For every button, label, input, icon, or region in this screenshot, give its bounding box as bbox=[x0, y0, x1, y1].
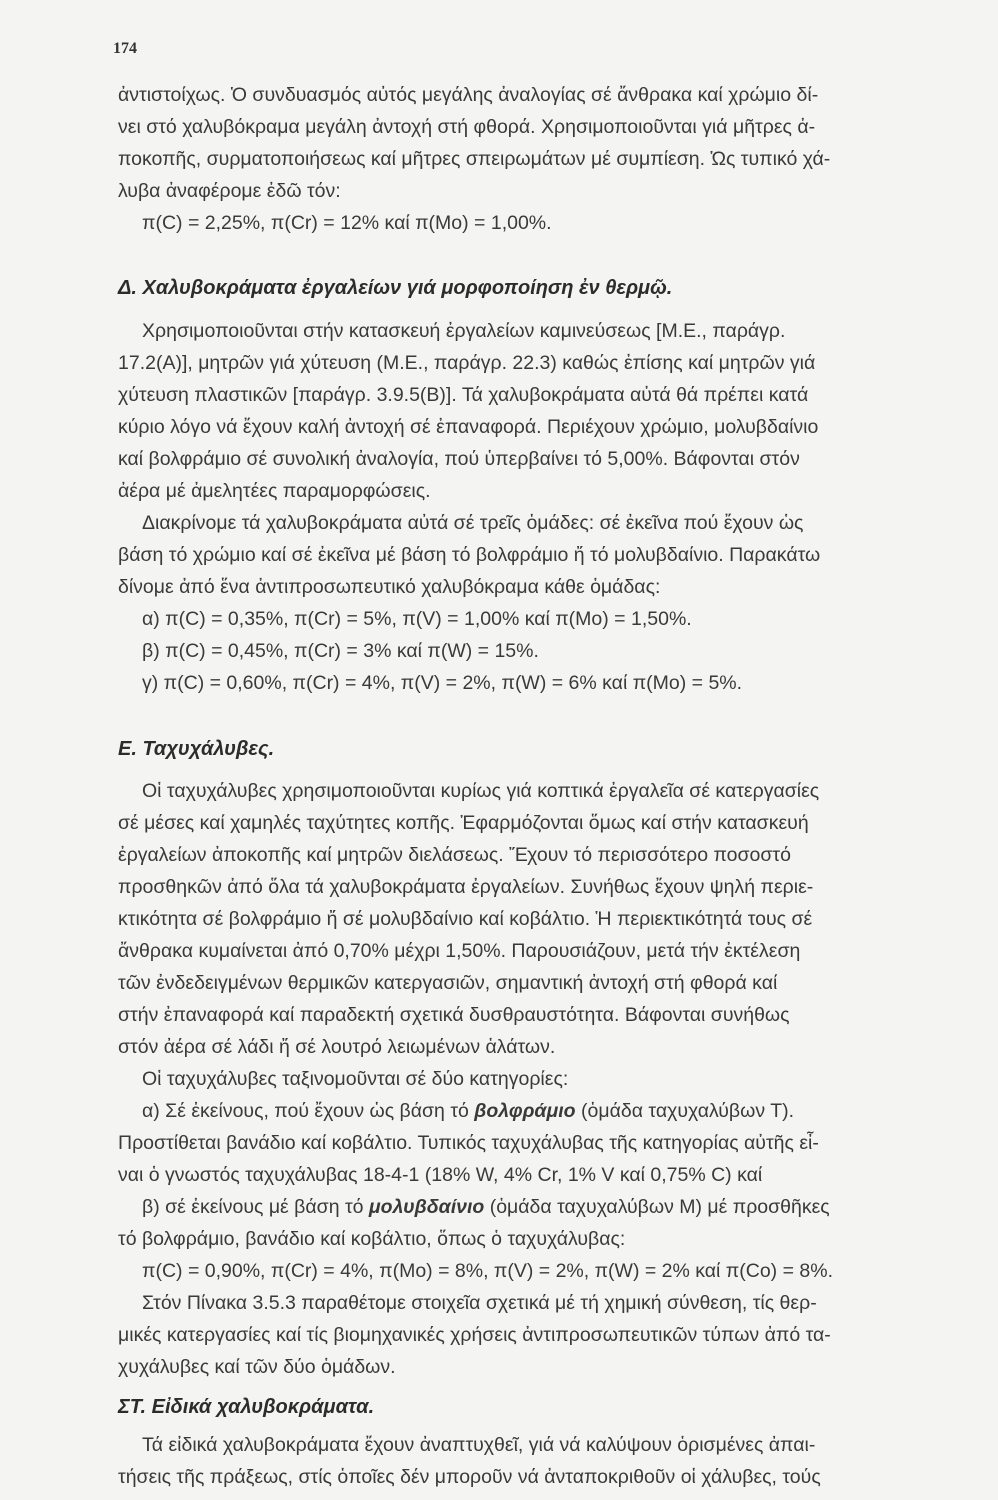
text-line: ποκοπῆς, συρματοποιήσεως καί μῆτρες σπειρωμάτων μέ συμπίεση. Ὡς τυπικό χά- bbox=[118, 148, 831, 170]
text-line: μικές κατεργασίες καί τίς βιομηχανικές χρήσεις ἀντιπροσωπευτικῶν τύπων ἀπό τα- bbox=[118, 1324, 831, 1346]
section-heading: Ε. Ταχυχάλυβες. bbox=[118, 738, 275, 760]
text-line: βάση τό χρώμιο καί σέ ἐκεῖνα μέ βάση τό βολφράμιο ἤ τό μολυβδαίνιο. Παρακάτω bbox=[118, 544, 821, 566]
text-line: δίνομε ἀπό ἕνα ἀντιπροσωπευτικό χαλυβόκραμα κάθε ὁμάδας: bbox=[118, 576, 661, 598]
text-line: σέ μέσες καί χαμηλές ταχύτητες κοπῆς. Ἐφαρμόζονται ὅμως καί στήν κατασκευή bbox=[118, 812, 809, 834]
list-item: α) π(C) = 0,35%, π(Cr) = 5%, π(V) = 1,00% καί π(Mo) = 1,50%. bbox=[142, 608, 692, 630]
text-line: κύριο λόγο νά ἔχουν καλή ἀντοχή σέ ἐπαναφορά. Περιέχουν χρώμιο, μολυβδαίνιο bbox=[118, 416, 819, 438]
text-line: τῶν ἐνδεδειγμένων θερμικῶν κατεργασιῶν, σημαντική ἀντοχή στή φθορά καί bbox=[118, 972, 778, 994]
text-line: στήν ἐπαναφορά καί παραδεκτή σχετικά δυσθραυστότητα. Βάφονται συνήθως bbox=[118, 1004, 790, 1026]
text-line: ἀέρα μέ ἀμελητέες παραμορφώσεις. bbox=[118, 480, 431, 502]
list-item bbox=[142, 1194, 954, 1220]
text-line: ἐργαλείων ἀποκοπῆς καί μητρῶν διελάσεως. Ἔχουν τό περισσότερο ποσοστό bbox=[118, 844, 791, 866]
text-line: τό βολφράμιο, βανάδιο καί κοβάλτιο, ὅπως ὁ ταχυχάλυβας: bbox=[118, 1228, 626, 1250]
formula-line: π(C) = 2,25%, π(Cr) = 12% καί π(Mo) = 1,00%. bbox=[142, 212, 552, 234]
text-line: ἀντιστοίχως. Ὁ συνδυασμός αὐτός μεγάλης ἀναλογίας σέ ἄνθρακα καί χρώμιο δί- bbox=[118, 84, 819, 106]
text-line: στόν ἀέρα σέ λάδι ἤ σέ λουτρό λειωμένων ἁλάτων. bbox=[118, 1036, 556, 1058]
formula-line: π(C) = 0,90%, π(Cr) = 4%, π(Mo) = 8%, π(V) = 2%, π(W) = 2% καί π(Co) = 8%. bbox=[142, 1260, 833, 1282]
text-line: προσθηκῶν ἀπό ὅλα τά χαλυβοκράματα ἐργαλείων. Συνήθως ἔχουν ψηλή περιε- bbox=[118, 876, 814, 898]
text-line: Οἱ ταχυχάλυβες χρησιμοποιοῦνται κυρίως γιά κοπτικά ἐργαλεῖα σέ κατεργασίες bbox=[142, 780, 820, 802]
list-item: γ) π(C) = 0,60%, π(Cr) = 4%, π(V) = 2%, π(W) = 6% καί π(Mo) = 5%. bbox=[142, 672, 743, 694]
text-line: Οἱ ταχυχάλυβες ταξινομοῦνται σέ δύο κατηγορίες: bbox=[142, 1068, 569, 1090]
text-line: νει στό χαλυβόκραμα μεγάλη ἀντοχή στή φθορά. Χρησιμοποιοῦνται γιά μῆτρες ἀ- bbox=[118, 116, 816, 138]
emphasis-text: βολφράμιο bbox=[474, 1100, 576, 1122]
text-line: χύτευση πλαστικῶν [παράγρ. 3.9.5(Β)]. Τά χαλυβοκράματα αὐτά θά πρέπει κατά bbox=[118, 384, 809, 406]
list-item-text: α) Σέ ἐκείνους, πού ἔχουν ὡς βάση τό bbox=[142, 1100, 475, 1122]
list-item-text: (ὁμάδα ταχυχαλύβων Τ). bbox=[575, 1100, 795, 1122]
text-line: Προστίθεται βανάδιο καί κοβάλτιο. Τυπικός ταχυχάλυβας τῆς κατηγορίας αὐτῆς εἶ- bbox=[118, 1132, 819, 1154]
text-line: Τά εἰδικά χαλυβοκράματα ἔχουν ἀναπτυχθεῖ, γιά νά καλύψουν ὁρισμένες ἀπαι- bbox=[142, 1434, 816, 1456]
text-line: κτικότητα σέ βολφράμιο ἤ σέ μολυβδαίνιο καί κοβάλτιο. Ἡ περιεκτικότητά τους σέ bbox=[118, 908, 813, 930]
text-line: λυβα ἀναφέρομε ἐδῶ τόν: bbox=[118, 180, 341, 202]
text-line: Χρησιμοποιοῦνται στήν κατασκευή ἐργαλείων καμινεύσεως [Μ.Ε., παράγρ. bbox=[142, 320, 786, 342]
text-line: 17.2(Α)], μητρῶν γιά χύτευση (Μ.Ε., παράγρ. 22.3) καθώς ἐπίσης καί μητρῶν γιά bbox=[118, 352, 816, 374]
text-line: τήσεις τῆς πράξεως, στίς ὁποῖες δέν μποροῦν νά ἀνταποκριθοῦν οἱ χάλυβες, τούς bbox=[118, 1466, 821, 1488]
text-line: Στόν Πίνακα 3.5.3 παραθέτομε στοιχεῖα σχετικά μέ τή χημική σύνθεση, τίς θερ- bbox=[142, 1292, 817, 1314]
text-line: ναι ὁ γνωστός ταχυχάλυβας 18-4-1 (18% W, 4% Cr, 1% V καί 0,75% C) καί bbox=[118, 1164, 763, 1186]
text-line: Διακρίνομε τά χαλυβοκράματα αὐτά σέ τρεῖς ὁμάδες: σέ ἐκεῖνα πού ἔχουν ὡς bbox=[142, 512, 804, 534]
section-heading: Δ. Χαλυβοκράματα ἐργαλείων γιά μορφοποίηση ἐν θερμῷ. bbox=[118, 277, 673, 299]
text-line: χυχάλυβες καί τῶν δύο ὁμάδων. bbox=[118, 1356, 396, 1378]
page-number: 174 bbox=[113, 40, 137, 57]
list-item-text: β) σέ ἐκείνους μέ βάση τό bbox=[142, 1196, 369, 1218]
text-line: καί βολφράμιο σέ συνολική ἀναλογία, πού ὑπερβαίνει τό 5,00%. Βάφονται στόν bbox=[118, 448, 800, 470]
emphasis-text: μολυβδαίνιο bbox=[368, 1196, 485, 1218]
list-item-text: (ὁμάδα ταχυχαλύβων Μ) μέ προσθῆκες bbox=[484, 1196, 830, 1218]
text-line: ἄνθρακα κυμαίνεται ἀπό 0,70% μέχρι 1,50%. Παρουσιάζουν, μετά τήν ἐκτέλεση bbox=[118, 940, 801, 962]
list-item bbox=[142, 1098, 954, 1124]
section-heading: ΣΤ. Εἰδικά χαλυβοκράματα. bbox=[118, 1396, 375, 1418]
list-item: β) π(C) = 0,45%, π(Cr) = 3% καί π(W) = 15%. bbox=[142, 640, 539, 662]
